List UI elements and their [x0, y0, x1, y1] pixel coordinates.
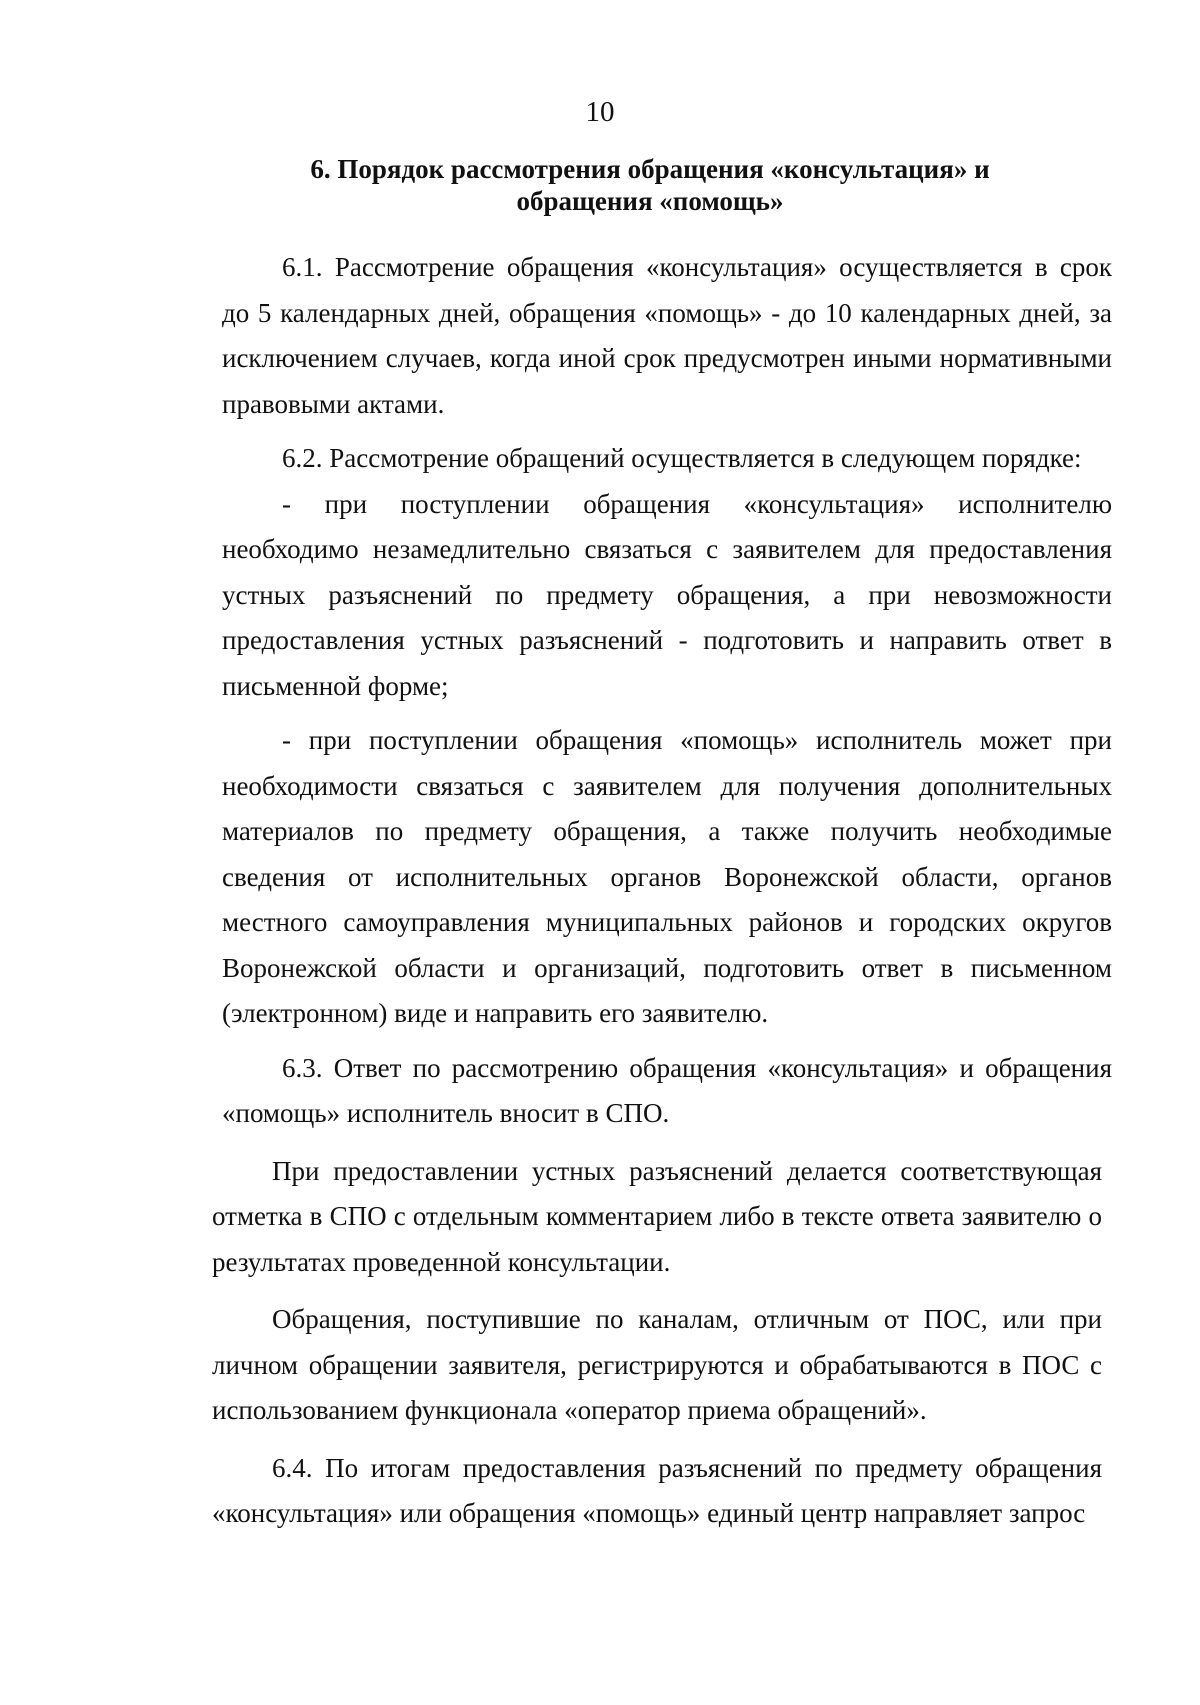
paragraph-help-procedure: - при поступлении обращения «помощь» исполнитель может при необходимости связаться с заявителем для получения дополнительных материалов по предмету обращения, а также получить необходимые сведения от исполнительных органов Воронежской области, органов местного самоуправления муниципальных районов и городских округов Воронежской области и организаций, подготовить ответ в письменном (электронном) виде и направить его заявителю. — [222, 725, 1112, 1028]
paragraph-6-1: 6.1. Рассмотрение обращения «консультация» осуществляется в срок до 5 календарных дней, обращения «помощь» - до 10 календарных дней, за исключением случаев, когда иной срок предусмотрен иными нормативными правовыми актами. — [222, 252, 1112, 419]
paragraph-6-3: 6.3. Ответ по рассмотрению обращения «консультация» и обращения «помощь» исполнитель вносит в СПО. — [222, 1052, 1112, 1128]
paragraph-oral-explanations: При предоставлении устных разъяснений делается соответствующая отметка в СПО с отдельным комментарием либо в тексте ответа заявителю о результатах проведенной консультации. — [212, 1155, 1102, 1277]
section-heading — [250, 153, 1050, 217]
section-heading-line-2: обращения «помощь» — [516, 186, 784, 216]
paragraph-6-2: 6.2. Рассмотрение обращений осуществляется в следующем порядке: — [282, 443, 1082, 473]
document-body-lower — [212, 1149, 1102, 1537]
paragraph-other-channels: Обращения, поступившие по каналам, отличным от ПОС, или при личном обращении заявителя, регистрируются и обрабатываются в ПОС с использованием функционала «оператор приема обращений». — [212, 1304, 1102, 1425]
document-body — [212, 245, 1112, 1537]
paragraph-6-4: 6.4. По итогам предоставления разъяснений по предмету обращения «консультация» или обращения «помощь» единый центр направляет запрос — [212, 1452, 1102, 1528]
section-heading-line-1: 6. Порядок рассмотрения обращения «консультация» и — [310, 154, 990, 184]
page-number: 10 — [585, 96, 615, 128]
paragraph-consultation-procedure: - при поступлении обращения «консультация» исполнителю необходимо незамедлительно связаться с заявителем для предоставления устных разъяснений по предмету обращения, а при невозможности предоставления устных разъяснений - подготовить и направить ответ в письменной форме; — [222, 488, 1112, 701]
